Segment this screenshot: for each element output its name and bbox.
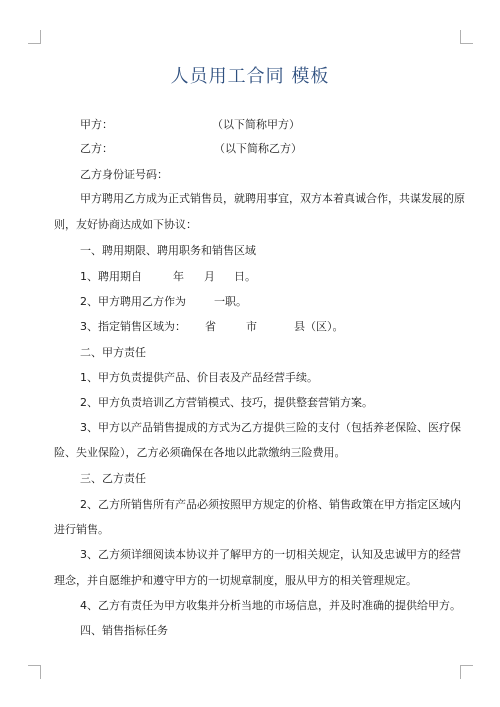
section-3-item-3-line-2: 理念，并自愿维护和遵守甲方的一切规章制度，服从甲方的相关管理规定。 bbox=[54, 574, 417, 587]
employment-year-label: 年 bbox=[173, 270, 184, 283]
section-3-item-2-line-1: 2、乙方所销售所有产品必须按照甲方规定的价格、销售政策在甲方指定区域内 bbox=[80, 498, 461, 511]
position-tail: 一职。 bbox=[214, 295, 247, 308]
corner-mark-top-right bbox=[460, 30, 473, 44]
party-b-label: 乙方： bbox=[80, 142, 113, 155]
corner-mark-bottom-right bbox=[460, 665, 473, 679]
city-label: 市 bbox=[246, 320, 257, 333]
id-number-label: 乙方身份证号码： bbox=[80, 168, 168, 181]
section-2-heading: 二、甲方责任 bbox=[80, 346, 146, 359]
employment-month-label: 月 bbox=[204, 270, 215, 283]
intro-line-1: 甲方聘用乙方成为正式销售员，就聘用事宜，双方本着真诚合作，共谋发展的原 bbox=[80, 192, 465, 205]
employment-period-text: 1、聘用期自 bbox=[80, 270, 142, 283]
section-3-item-3-line-1: 3、乙方须详细阅读本协议并了解甲方的一切相关规定，认知及忠诚甲方的经营 bbox=[80, 548, 461, 561]
county-label: 县（区）。 bbox=[294, 320, 344, 333]
section-3-item-4: 4、乙方有责任为甲方收集并分析当地的市场信息，并及时准确的提供给甲方。 bbox=[80, 599, 461, 612]
party-a-note: （以下简称甲方） bbox=[212, 118, 300, 131]
section-3-item-2-line-2: 进行销售。 bbox=[54, 523, 109, 536]
party-b-note: （以下简称乙方） bbox=[214, 142, 302, 155]
position-text: 2、甲方聘用乙方作为 bbox=[80, 295, 186, 308]
corner-mark-bottom-left bbox=[28, 665, 41, 679]
intro-line-2: 则，友好协商达成如下协议： bbox=[54, 218, 197, 231]
section-2-item-1: 1、甲方负责提供产品、价目表及产品经营手续。 bbox=[80, 371, 318, 384]
document-title: 人员用工合同 模板 bbox=[170, 66, 330, 87]
sales-region-text: 3、指定销售区域为： bbox=[80, 320, 186, 333]
party-a-label: 甲方： bbox=[80, 118, 113, 131]
section-2-item-2: 2、甲方负责培训乙方营销模式、技巧，提供整套营销方案。 bbox=[80, 396, 373, 409]
section-2-item-3-line-1: 3、甲方以产品销售提成的方式为乙方提供三险的支付（包括养老保险、医疗保 bbox=[80, 421, 461, 434]
section-1-heading: 一、聘用期限、聘用职务和销售区域 bbox=[80, 244, 256, 257]
corner-mark-top-left bbox=[28, 30, 41, 44]
province-label: 省 bbox=[205, 320, 216, 333]
section-3-heading: 三、乙方责任 bbox=[80, 472, 146, 485]
section-4-heading: 四、销售指标任务 bbox=[80, 624, 168, 637]
employment-day-label: 日。 bbox=[234, 270, 256, 283]
section-2-item-3-line-2: 险、失业保险），乙方必须确保在各地以此款缴纳三险费用。 bbox=[54, 446, 346, 459]
